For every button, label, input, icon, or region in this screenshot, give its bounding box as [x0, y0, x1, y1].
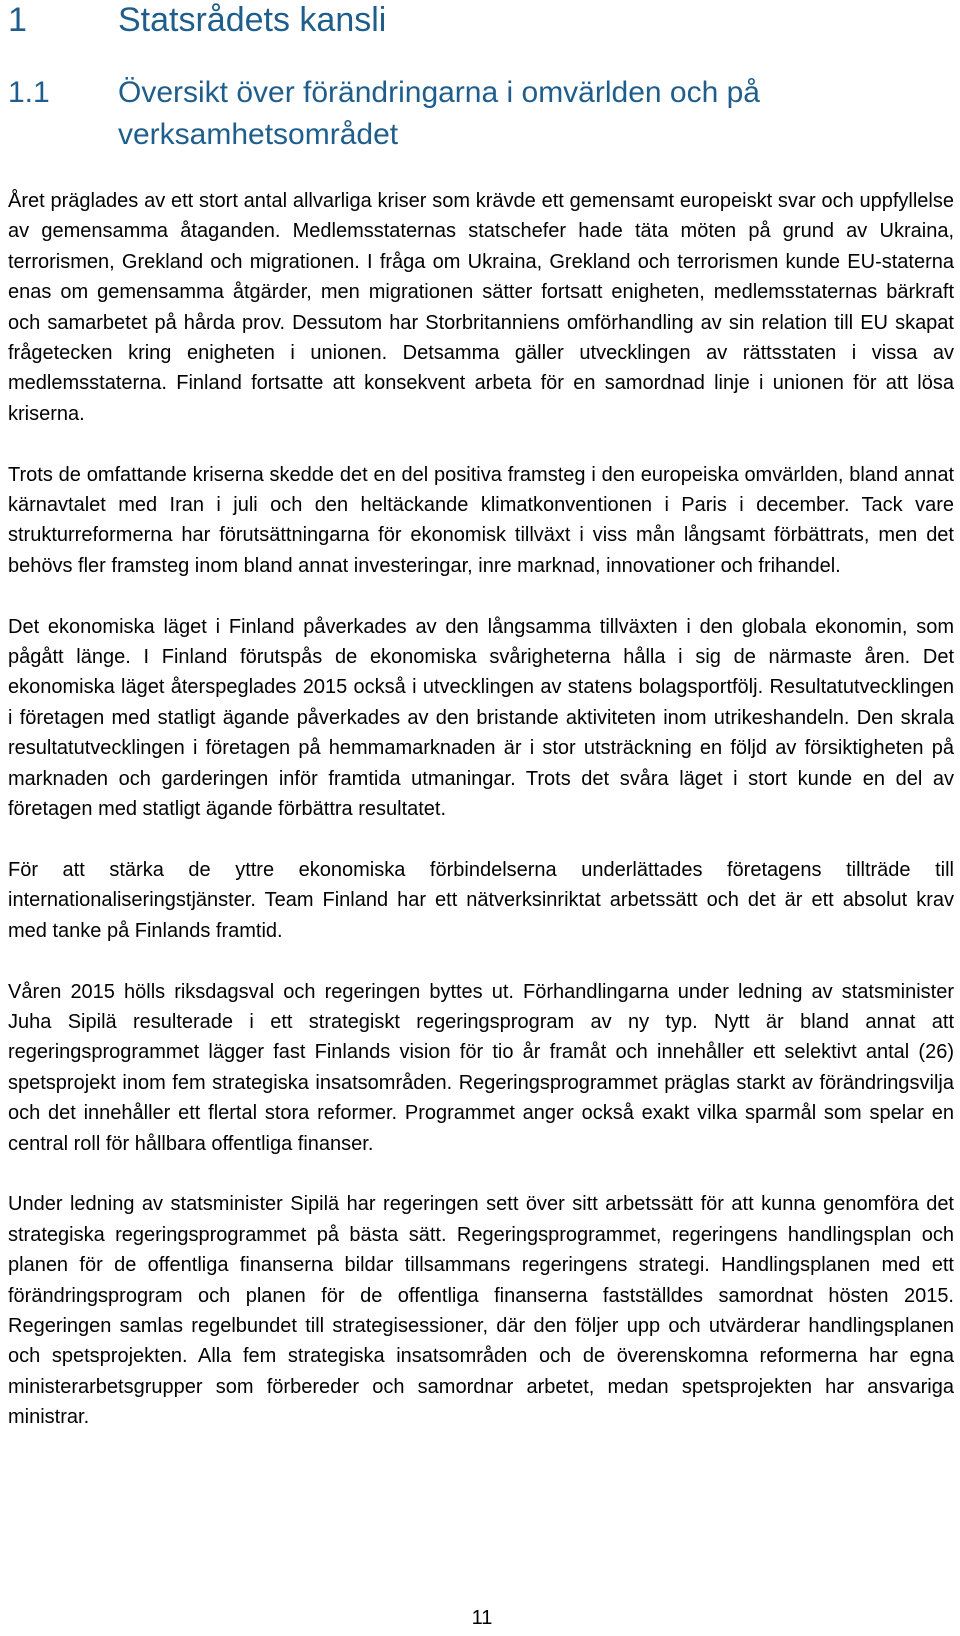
- chapter-heading: [8, 0, 956, 40]
- section-title: Översikt över förändringarna i omvärlden och på verksamhetsområdet: [118, 76, 760, 151]
- paragraph: För att stärka de yttre ekonomiska förbindelserna underlättades företagens tillträde till internationaliseringstjänster. Team Finland har ett nätverksinriktat arbetssätt och det är ett absolut krav med tanke på Finlands framtid.: [8, 858, 954, 942]
- chapter-title: Statsrådets kansli: [118, 1, 387, 39]
- paragraph: Trots de omfattande kriserna skedde det en del positiva framsteg i den europeiska omvärlden, bland annat kärnavtalet med Iran i juli och den heltäckande klimatkonventionen i Paris i december. Tack vare strukturreformerna har förutsättningarna för ekonomisk tillväxt i viss mån långsamt förbättrats, men det behövs fler framsteg inom bland annat investeringar, inre marknad, innovationer och frihandel.: [8, 463, 954, 577]
- paragraph: Våren 2015 hölls riksdagsval och regeringen byttes ut. Förhandlingarna under ledning av statsminister Juha Sipilä resulterade i ett strategiskt regeringsprogram av ny typ. Nytt är bland annat att regeringsprogrammet lägger fast Finlands vision för tio år framåt och innehåller ett selektivt antal (26) spetsprojekt inom fem strategiska insatsområden. Regeringsprogrammet präglas starkt av förändringsvilja och det innehåller ett flertal stora reformer. Programmet anger också exakt vilka sparmål som spelar en central roll för hållbara offentliga finanser.: [8, 980, 954, 1155]
- paragraph: Under ledning av statsminister Sipilä har regeringen sett över sitt arbetssätt för att kunna genomföra det strategiska regeringsprogrammet på bästa sätt. Regeringsprogrammet, regeringens handlingsplan och planen för de offentliga finanserna bildar tillsammans regeringens strategi. Handlingsplanen med ett förändringsprogram och planen för de offentliga finanserna fastställdes samordnat hösten 2015. Regeringen samlas regelbundet till strategisessioner, där den följer upp och utvärderar handlingsplanen och spetsprojekten. Alla fem strategiska insatsområden och de överenskomna reformerna har egna ministerarbetsgrupper som förbereder och samordnar arbetet, medan spetsprojekten har ansvariga ministrar.: [8, 1193, 954, 1429]
- page-number: 11: [471, 1607, 493, 1629]
- body-text: [8, 186, 954, 1463]
- chapter-number: 1: [8, 1, 27, 39]
- paragraph: Det ekonomiska läget i Finland påverkades av den långsamma tillväxten i den globala ekonomin, som pågått länge. I Finland förutspås de ekonomiska svårigheterna hålla i sig de närmaste åren. Det ekonomiska läget återspeglades 2015 också i utvecklingen av statens bolagsportfölj. Resultatutvecklingen i företagen med statligt ägande påverkades av den bristande aktiviteten inom utrikeshandeln. Den skrala resultatutvecklingen i företagen på hemmamarknaden är i stor utsträckning en följd av försiktigheten på marknaden och garderingen inför framtida utmaningar. Trots det svåra läget i stort kunde en del av företagen med statligt ägande förbättra resultatet.: [8, 615, 954, 821]
- paragraph: Året präglades av ett stort antal allvarliga kriser som krävde ett gemensamt europeiskt svar och uppfyllelse av gemensamma åtaganden. Medlemsstaternas statschefer hade täta möten på grund av Ukraina, terrorismen, Grekland och migrationen. I fråga om Ukraina, Grekland och terrorismen kunde EU-staterna enas om gemensamma åtgärder, men migrationen sätter fortsatt enigheten, medlemsstaternas bärkraft och samarbetet på hårda prov. Dessutom har Storbritanniens omförhandling av sin relation till EU skapat frågetecken kring enigheten i unionen. Detsamma gäller utvecklingen av rättsstaten i vissa av medlemsstaterna. Finland fortsatte att konsekvent arbeta för en samordnad linje i unionen för att lösa kriserna.: [8, 190, 954, 425]
- section-number: 1.1: [8, 76, 50, 109]
